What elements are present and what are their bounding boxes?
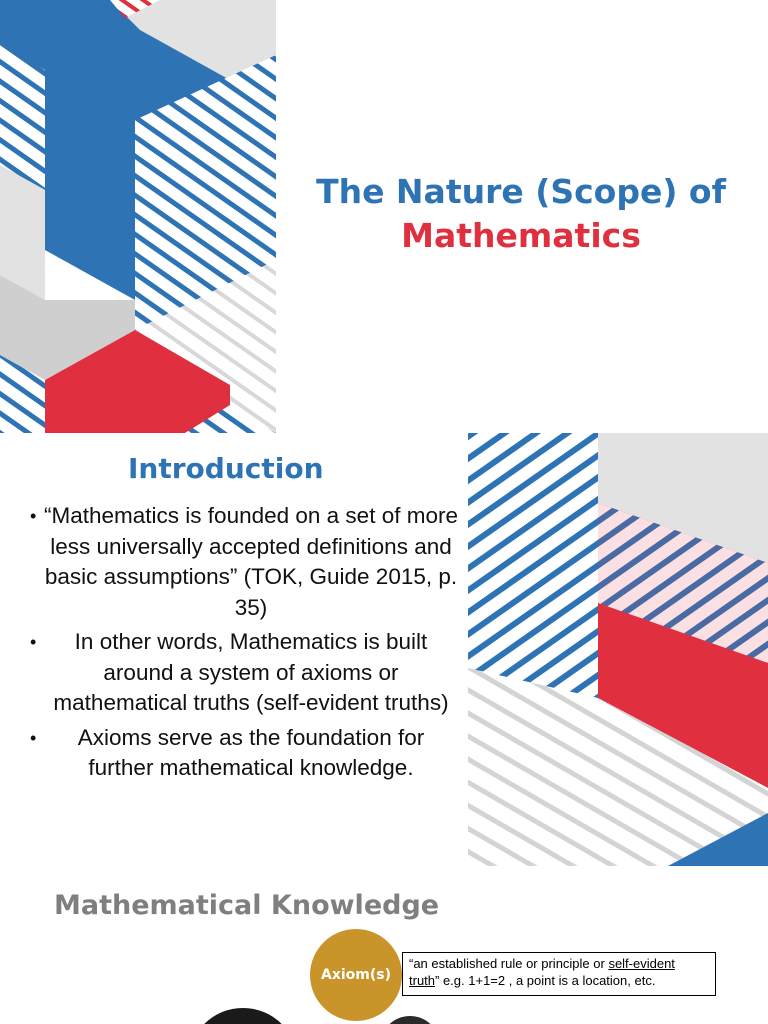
title-line-2: Mathematics [401,216,641,255]
title-line-1: The Nature (Scope) of [316,172,726,211]
bullet-dot-icon: • [30,727,37,748]
axiom-def-suffix: ” e.g. 1+1=2 , a point is a location, etc. [435,973,656,988]
bullet-text: In other words, Mathematics is built around a system of axioms or mathematical truths (self-evident truths) [53,629,449,715]
bullet-dot-icon: • [30,506,37,526]
bullet-item-2 [24,627,458,719]
geometric-decoration [0,0,276,433]
mathematical-knowledge-heading: Mathematical Knowledge [54,890,440,921]
introduction-slide [0,433,768,866]
slide-title [296,170,746,258]
bullet-dot-icon: • [30,632,37,652]
bullet-item-1 [24,501,458,623]
bullet-item-3 [24,723,458,784]
axiom-def-underline-2: truth [409,973,436,988]
mathematical-knowledge-slide [0,866,768,1024]
image-circle [188,1008,298,1024]
axiom-def-underline-1: self-evident [608,956,675,971]
axiom-node [310,929,402,1021]
title-slide [0,0,768,433]
image-circle [380,1016,440,1024]
bullet-list [24,501,458,788]
introduction-heading: Introduction [128,452,324,485]
axiom-def-prefix: “an established rule or principle or [409,956,609,971]
bullet-text: Axioms serve as the foundation for further mathematical knowledge. [77,724,425,780]
axiom-definition-box [402,952,716,996]
geometric-decoration [468,433,768,866]
axiom-label: Axiom(s) [321,967,391,983]
bullet-text: “Mathematics is founded on a set of more less universally accepted definitions and basic assumptions” (TOK, Guide 2015, p. 35) [44,503,458,620]
